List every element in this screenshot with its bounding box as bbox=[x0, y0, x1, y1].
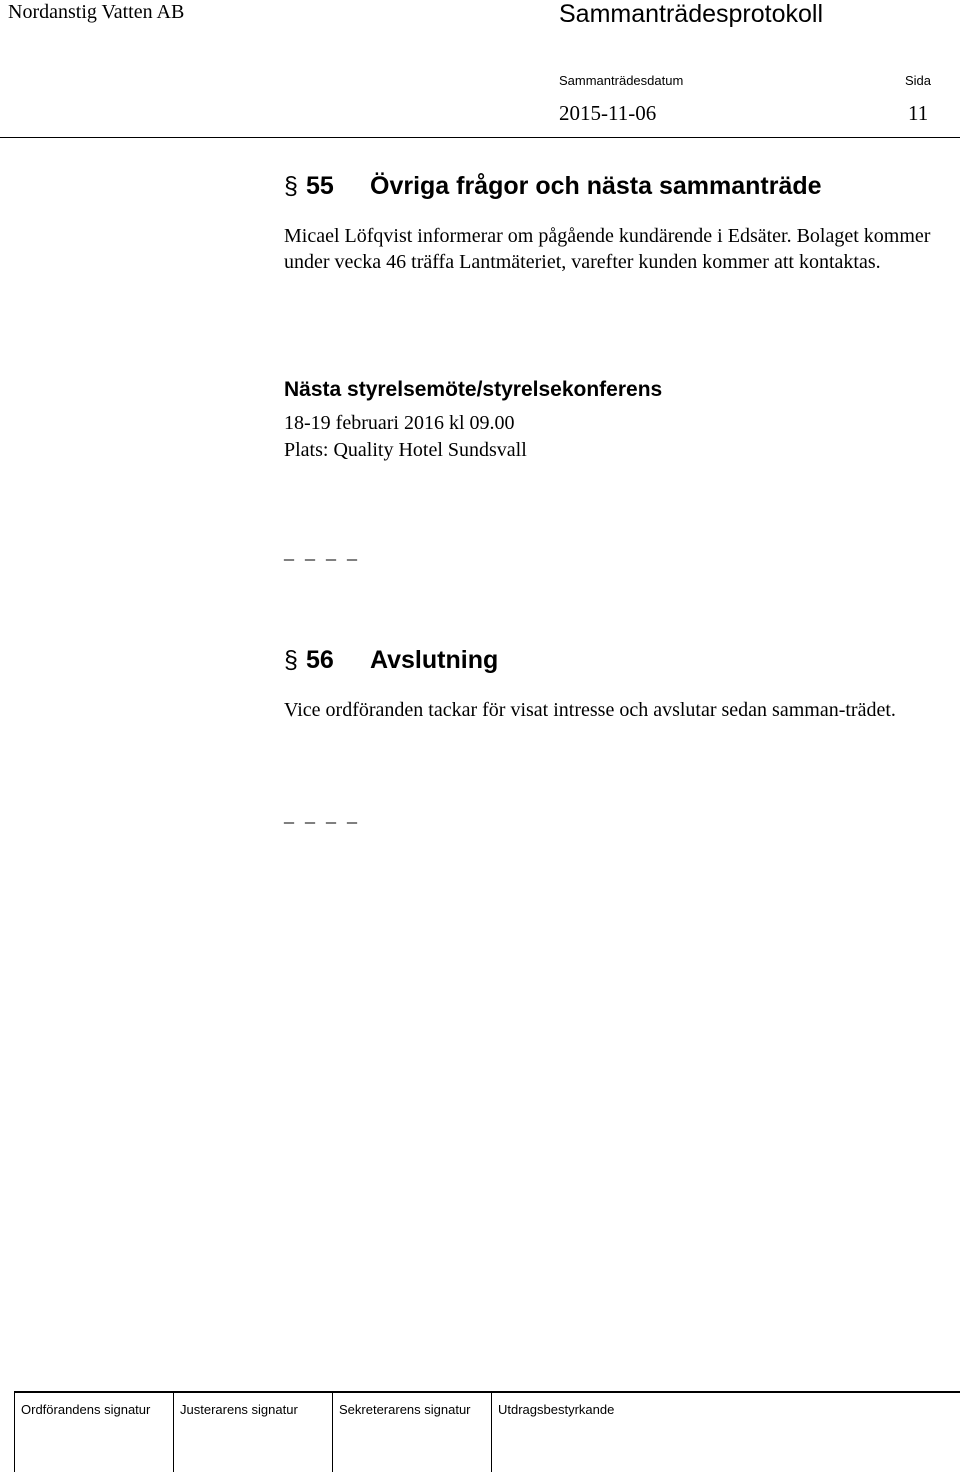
header-divider bbox=[0, 137, 960, 138]
section-number: 55 bbox=[306, 172, 334, 200]
signature-box-chair bbox=[14, 1393, 173, 1472]
page-number: 11 bbox=[908, 101, 929, 125]
signature-label: Sekreterarens signatur bbox=[339, 1402, 471, 1417]
paragraph-symbol: § bbox=[284, 646, 298, 674]
signature-label: Ordförandens signatur bbox=[21, 1402, 151, 1417]
section-separator: _ _ _ _ bbox=[284, 541, 360, 563]
section-56-paragraph: Vice ordföranden tackar för visat intresse och avslutar sedan samman-trädet. bbox=[284, 699, 896, 721]
signature-box-secretary bbox=[332, 1393, 491, 1472]
signature-box-certification bbox=[491, 1393, 960, 1472]
meeting-date-value: 2015-11-06 bbox=[559, 101, 657, 125]
signature-label: Utdragsbestyrkande bbox=[498, 1402, 615, 1417]
section-number: 56 bbox=[306, 646, 334, 674]
section-heading-55 bbox=[284, 171, 822, 201]
meeting-date-label: Sammanträdesdatum bbox=[559, 73, 684, 88]
section-separator: _ _ _ _ bbox=[284, 804, 360, 826]
next-meeting-heading: Nästa styrelsemöte/styrelsekonferens bbox=[284, 378, 663, 401]
next-meeting-location: Plats: Quality Hotel Sundsvall bbox=[284, 439, 527, 461]
section-title: Avslutning bbox=[370, 646, 499, 674]
signature-label: Justerarens signatur bbox=[180, 1402, 298, 1417]
document-title: Sammanträdesprotokoll bbox=[559, 0, 824, 28]
section-title: Övriga frågor och nästa sammanträde bbox=[370, 172, 822, 200]
signature-box-adjuster bbox=[173, 1393, 332, 1472]
page-label: Sida bbox=[905, 73, 932, 88]
section-55-paragraph: Micael Löfqvist informerar om pågående kundärende i Edsäter. Bolaget kommer under vecka 46 träffa Lantmäteriet, varefter kunden kommer att kontaktas. bbox=[284, 225, 931, 273]
organization-name: Nordanstig Vatten AB bbox=[8, 1, 185, 23]
section-heading-56 bbox=[284, 645, 498, 675]
paragraph-symbol: § bbox=[284, 172, 298, 200]
next-meeting-date: 18-19 februari 2016 kl 09.00 bbox=[284, 412, 515, 434]
